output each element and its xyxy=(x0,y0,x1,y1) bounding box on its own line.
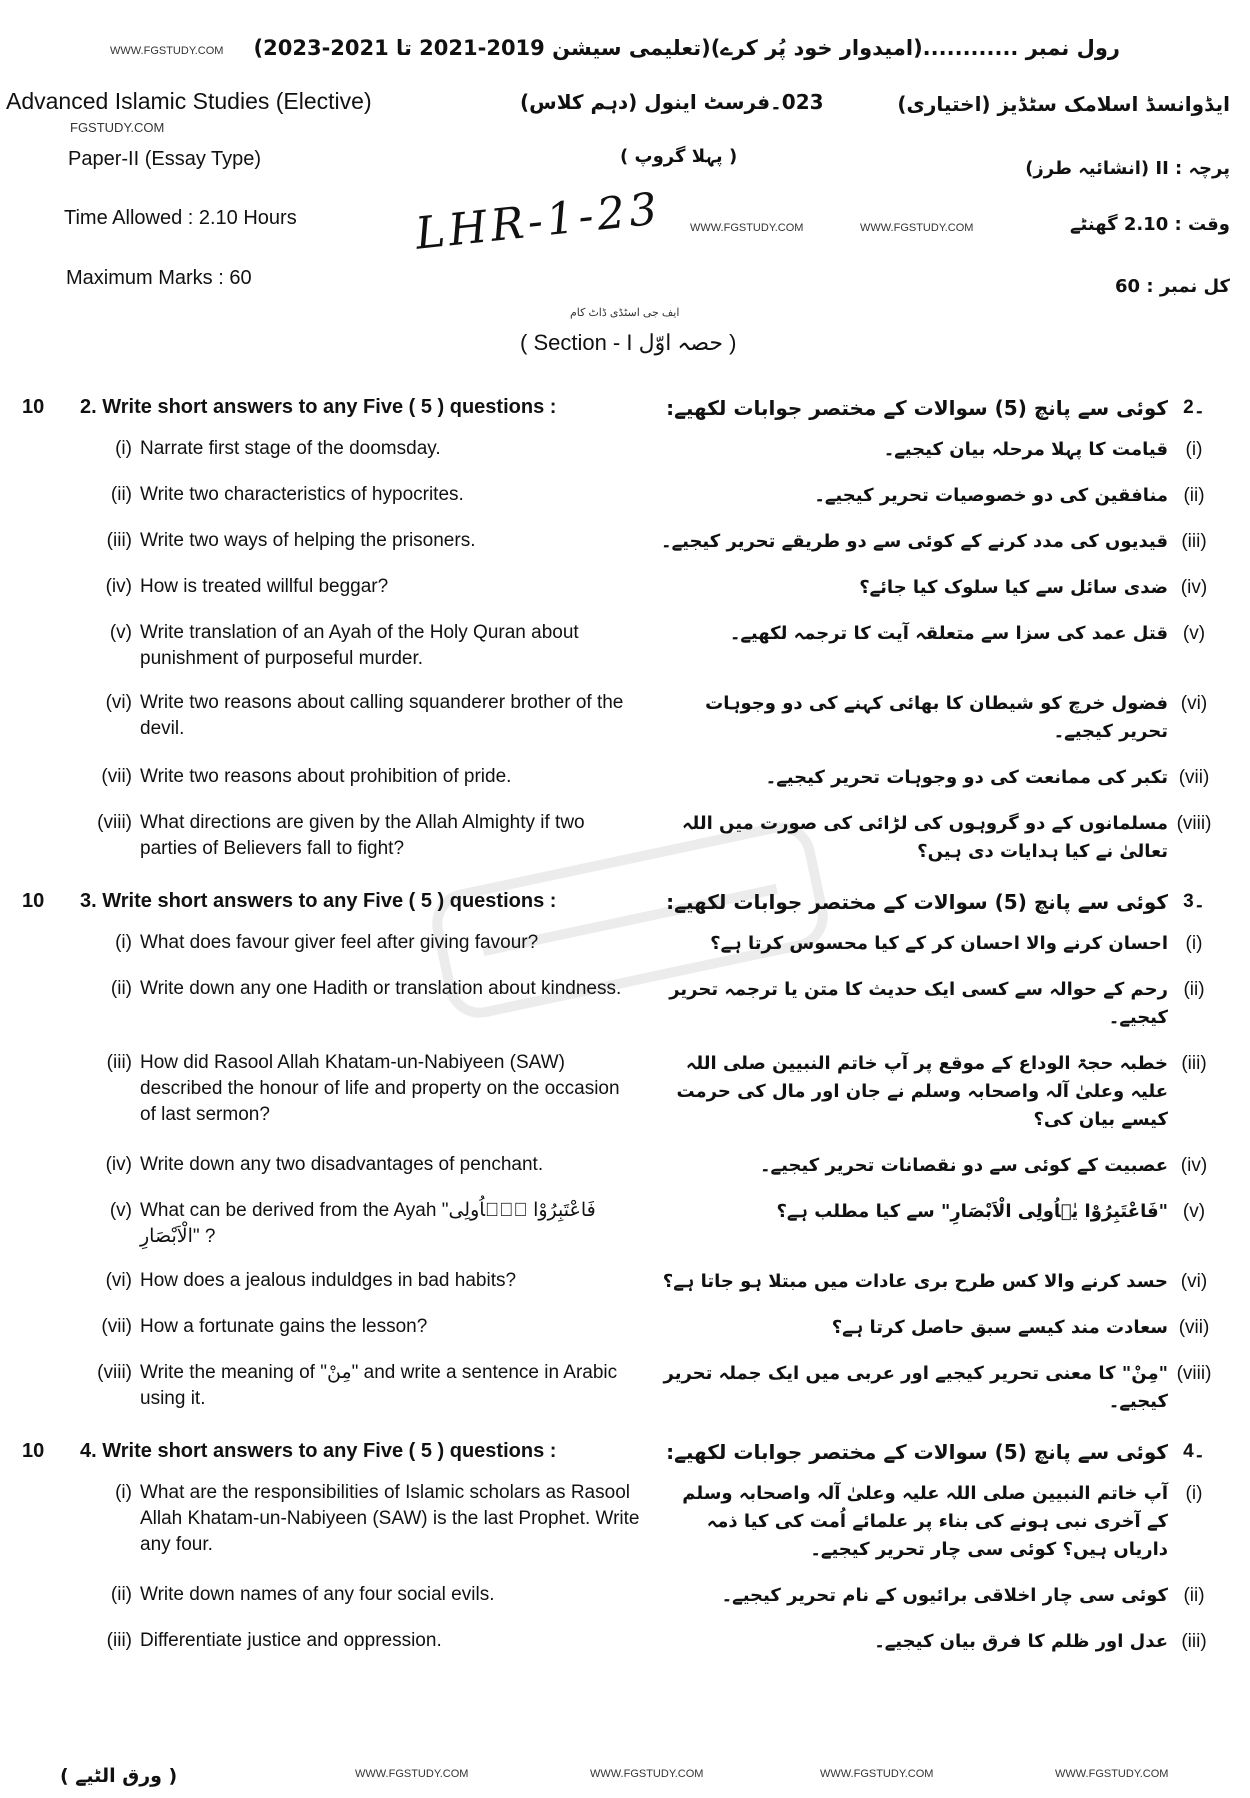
part-text-english-line: occasion of last sermon? xyxy=(140,1078,620,1125)
part-english xyxy=(80,810,640,866)
part-english xyxy=(80,1582,640,1610)
part-text-english xyxy=(140,1268,640,1296)
part-number: (i) xyxy=(115,438,132,459)
part-number: (iii) xyxy=(106,1630,132,1651)
question-heading-urdu xyxy=(660,394,1220,422)
part-urdu xyxy=(660,1360,1220,1416)
part-urdu xyxy=(660,976,1220,1032)
part-text-english-line: "فَاعْتَبِرُوْا یٰۤاُولِی الْاَبْصَارِ" ? xyxy=(140,1200,596,1247)
part-urdu xyxy=(660,482,1220,510)
marks-spacer xyxy=(0,1268,60,1296)
part-text-english-line: Write translation of an Ayah of the Holy Quran about xyxy=(140,622,579,643)
question-part xyxy=(0,574,1250,602)
marks-spacer xyxy=(0,1050,60,1134)
part-number: (iv) xyxy=(105,1154,132,1175)
part-text-english-line: What are the responsibilities of Islamic scholars as Rasool Allah Khatam-un-Nabiyeen (SAW) xyxy=(140,1482,630,1529)
marks-spacer xyxy=(0,1314,60,1342)
marks-spacer xyxy=(0,1480,60,1564)
part-text-english-line: about kindness. xyxy=(488,978,622,999)
part-text-english xyxy=(140,976,640,1032)
part-text-english-line: brother of the devil. xyxy=(140,692,624,739)
part-text-urdu: سعادت مند کیسے سبق حاصل کرتا ہے؟ xyxy=(831,1317,1168,1338)
marks-spacer xyxy=(0,436,60,464)
part-number: (vi) xyxy=(105,692,132,713)
question-number: 3. xyxy=(80,890,97,912)
part-text-urdu: قیدیوں کی مدد کرنے کے کوئی سے دو طریقے تحریر کیجیے۔ xyxy=(661,531,1168,552)
part-english xyxy=(80,930,640,958)
part-text-english xyxy=(140,1314,640,1342)
part-number-urdu: (iii) xyxy=(1181,1053,1207,1074)
handwritten-code: LHR-1-23 xyxy=(413,183,664,260)
part-text-urdu: قتل عمد کی سزا سے متعلقہ آیت کا ترجمہ لکھیے۔ xyxy=(729,623,1168,644)
part-number: (vii) xyxy=(101,1316,132,1337)
part-number: (vi) xyxy=(105,1270,132,1291)
question-part xyxy=(0,1480,1250,1564)
question-heading-english xyxy=(80,1438,640,1466)
subject-english: Advanced Islamic Studies (Elective) xyxy=(6,88,372,114)
question-part xyxy=(0,976,1250,1032)
part-urdu xyxy=(660,1480,1220,1564)
marks-spacer xyxy=(0,620,60,672)
paper-urdu: پرچہ : II (انشائیہ طرز) xyxy=(1025,158,1230,179)
part-number-urdu: (i) xyxy=(1185,439,1203,460)
part-text-english xyxy=(140,574,640,602)
part-english xyxy=(80,764,640,792)
question-heading xyxy=(0,888,1250,916)
part-text-english-line: Write two reasons about prohibition of pride. xyxy=(140,766,512,787)
part-number-urdu: (i) xyxy=(1185,933,1203,954)
part-text-urdu: تکبر کی ممانعت کی دو وجوہات تحریر کیجیے۔ xyxy=(765,767,1168,788)
part-english xyxy=(80,976,640,1032)
question-part xyxy=(0,436,1250,464)
part-text-english-line: Write down names of any four social evils. xyxy=(140,1584,495,1605)
question-part xyxy=(0,1582,1250,1610)
part-number-urdu: (ii) xyxy=(1183,979,1205,1000)
part-text-english-line: Rasool Allah Khatam-un-Nabiyeen (SAW) described the honour of life and property on the xyxy=(140,1052,565,1099)
part-text-urdu: حسد کرنے والا کس طرح بری عادات میں مبتلا ہو جاتا ہے؟ xyxy=(662,1271,1168,1292)
part-text-english-line: How a fortunate gains the lesson? xyxy=(140,1316,428,1337)
part-number-urdu: (ii) xyxy=(1183,485,1205,506)
question-part xyxy=(0,690,1250,746)
part-number-urdu: (v) xyxy=(1182,1201,1206,1222)
turn-over-note: ( ورق الٹیے ) xyxy=(60,1765,178,1787)
question-number: 2. xyxy=(80,396,97,418)
question-instruction: Write short answers to any Five ( 5 ) questions : xyxy=(102,1440,557,1462)
question-number-urdu: 2۔ xyxy=(1183,397,1205,418)
part-urdu xyxy=(660,930,1220,958)
question-heading-urdu xyxy=(660,1438,1220,1466)
part-english xyxy=(80,1480,640,1564)
part-number: (iii) xyxy=(106,530,132,551)
question-heading-english xyxy=(80,394,640,422)
question-part xyxy=(0,1152,1250,1180)
part-number: (vii) xyxy=(101,766,132,787)
part-number: (iv) xyxy=(105,576,132,597)
part-text-english-line: What does favour giver feel after giving favour? xyxy=(140,932,539,953)
part-number-urdu: (vii) xyxy=(1178,1317,1210,1338)
marks-spacer xyxy=(0,528,60,556)
question-heading xyxy=(0,1438,1250,1466)
part-urdu xyxy=(660,1050,1220,1134)
part-text-english-line: is the last Prophet. Write any four. xyxy=(140,1508,640,1555)
paper-english: Paper-II (Essay Type) xyxy=(68,148,262,170)
watermark: WWW.FGSTUDY.COM xyxy=(1055,1768,1169,1780)
part-text-urdu: رحم کے حوالہ سے کسی ایک حدیث کا متن یا ترجمہ تحریر کیجیے۔ xyxy=(669,979,1168,1028)
part-text-english-line: What can be derived from the Ayah xyxy=(140,1200,437,1221)
question-part xyxy=(0,482,1250,510)
question-part xyxy=(0,810,1250,866)
question-part xyxy=(0,620,1250,672)
part-text-english-line: How did xyxy=(140,1052,209,1073)
part-text-english xyxy=(140,1480,640,1564)
part-text-english xyxy=(140,810,640,866)
part-text-english xyxy=(140,1582,640,1610)
question-marks: 10 xyxy=(22,1440,45,1462)
part-english xyxy=(80,1050,640,1134)
watermark: WWW.FGSTUDY.COM xyxy=(860,222,974,234)
part-number-urdu: (iv) xyxy=(1180,1155,1208,1176)
part-text-english xyxy=(140,1050,640,1134)
part-urdu xyxy=(660,764,1220,792)
question-heading-english xyxy=(80,888,640,916)
part-number-urdu: (i) xyxy=(1185,1483,1203,1504)
session-line: رول نمبر ............(امیدوار خود پُر کرے)(تعلیمی سیشن 2019-2021 تا 2021-2023) xyxy=(253,36,1120,60)
part-english xyxy=(80,1152,640,1180)
part-text-english-line: Write the meaning of "مِنْ" and write a xyxy=(140,1362,457,1383)
question-part xyxy=(0,528,1250,556)
marks-spacer xyxy=(0,690,60,746)
part-urdu xyxy=(660,1268,1220,1296)
marks-spacer xyxy=(0,1360,60,1416)
part-text-english xyxy=(140,1198,640,1250)
question-instruction: Write short answers to any Five ( 5 ) questions : xyxy=(102,396,557,418)
marks-spacer xyxy=(0,1582,60,1610)
part-text-urdu: خطبہ حجۃ الوداع کے موقع پر آپ خاتم النبیین صلی اللہ علیہ وعلیٰ آلہ واصحابہ وسلم نے جان اور مال کی حرمت کیسے بیان کی؟ xyxy=(676,1053,1168,1130)
part-text-urdu: فضول خرچ کو شیطان کا بھائی کہنے کی دو وجوہات تحریر کیجیے۔ xyxy=(705,693,1168,742)
part-urdu xyxy=(660,1314,1220,1342)
part-urdu xyxy=(660,690,1220,746)
part-text-english xyxy=(140,1152,640,1180)
marks-spacer xyxy=(0,976,60,1032)
watermark: WWW.FGSTUDY.COM xyxy=(355,1768,469,1780)
question-part xyxy=(0,764,1250,792)
part-text-english-line: Write two ways of helping the prisoners. xyxy=(140,530,476,551)
exam-title-urdu: 023۔فرسٹ اینول (دہم کلاس) xyxy=(520,90,824,114)
part-number: (v) xyxy=(109,1200,132,1221)
question-instruction: Write short answers to any Five ( 5 ) questions : xyxy=(102,890,557,912)
question-part xyxy=(0,1314,1250,1342)
part-text-urdu: ضدی سائل سے کیا سلوک کیا جائے؟ xyxy=(859,577,1168,598)
question-marks: 10 xyxy=(22,396,45,418)
watermark: WWW.FGSTUDY.COM xyxy=(820,1768,934,1780)
part-number: (iii) xyxy=(106,1052,132,1073)
time-allowed-urdu: وقت : 2.10 گھنٹے xyxy=(1069,214,1230,235)
watermark: FGSTUDY.COM xyxy=(70,120,165,135)
part-text-english-line: How does a jealous induldges in bad habits? xyxy=(140,1270,517,1291)
part-text-english xyxy=(140,930,640,958)
watermark: WWW.FGSTUDY.COM xyxy=(110,45,224,57)
part-number-urdu: (viii) xyxy=(1176,1363,1212,1384)
part-text-urdu: منافقین کی دو خصوصیات تحریر کیجیے۔ xyxy=(814,485,1168,506)
part-number-urdu: (vi) xyxy=(1180,693,1208,714)
part-urdu xyxy=(660,1582,1220,1610)
marks-spacer xyxy=(0,482,60,510)
part-text-urdu: عدل اور ظلم کا فرق بیان کیجیے۔ xyxy=(874,1631,1168,1652)
part-text-urdu: کوئی سی چار اخلاقی برائیوں کے نام تحریر کیجیے۔ xyxy=(721,1585,1168,1606)
question-instruction-urdu: کوئی سے پانچ (5) سوالات کے مختصر جوابات لکھیے: xyxy=(666,396,1168,420)
part-text-english xyxy=(140,620,640,672)
part-english xyxy=(80,1314,640,1342)
question-number: 4. xyxy=(80,1440,97,1462)
question-instruction-urdu: کوئی سے پانچ (5) سوالات کے مختصر جوابات لکھیے: xyxy=(666,1440,1168,1464)
part-text-english-line: punishment of purposeful murder. xyxy=(140,648,424,669)
part-english xyxy=(80,1360,640,1416)
question-part xyxy=(0,1198,1250,1250)
part-number-urdu: (iii) xyxy=(1181,531,1207,552)
watermark: ایف جی اسٹڈی ڈاٹ کام xyxy=(570,307,680,319)
part-text-english xyxy=(140,690,640,746)
part-text-urdu: "مِنْ" کا معنی تحریر کیجیے اور عربی میں ایک جملہ تحریر کیجیے۔ xyxy=(663,1363,1168,1412)
part-english xyxy=(80,482,640,510)
part-urdu xyxy=(660,810,1220,866)
part-text-urdu: آپ خاتم النبیین صلی اللہ علیہ وعلیٰ آلہ واصحابہ وسلم کے آخری نبی ہونے کی بناء پر علمائے اُمت کی کیا ذمہ داریاں ہیں؟ کوئی سی چار تحریر کیجیے۔ xyxy=(682,1483,1168,1560)
group-urdu: ( پہلا گروپ ) xyxy=(620,146,738,167)
part-english xyxy=(80,1628,640,1656)
question-part xyxy=(0,1360,1250,1416)
question-marks: 10 xyxy=(22,890,45,912)
question-instruction-urdu: کوئی سے پانچ (5) سوالات کے مختصر جوابات لکھیے: xyxy=(666,890,1168,914)
part-english xyxy=(80,1198,640,1250)
part-urdu xyxy=(660,1152,1220,1180)
marks-spacer xyxy=(0,1152,60,1180)
part-number-urdu: (ii) xyxy=(1183,1585,1205,1606)
part-urdu xyxy=(660,574,1220,602)
part-text-english-line: Allah Almighty if two parties of Believers fall to fight? xyxy=(140,812,585,859)
question-part xyxy=(0,1268,1250,1296)
part-text-english xyxy=(140,482,640,510)
part-number: (ii) xyxy=(110,978,132,999)
part-text-english-line: Write down any two disadvantages of penchant. xyxy=(140,1154,544,1175)
marks-spacer xyxy=(0,930,60,958)
question-heading xyxy=(0,394,1250,422)
watermark: WWW.FGSTUDY.COM xyxy=(690,222,804,234)
part-text-urdu: مسلمانوں کے دو گروہوں کی لڑائی کی صورت میں اللہ تعالیٰ نے کیا ہدایات دی ہیں؟ xyxy=(681,813,1168,862)
part-text-urdu: "فَاعْتَبِرُوْا یٰۤاُولِی الْاَبْصَارِ" سے کیا مطلب ہے؟ xyxy=(776,1201,1168,1222)
marks-spacer xyxy=(0,810,60,866)
time-allowed-english: Time Allowed : 2.10 Hours xyxy=(64,207,297,229)
part-english xyxy=(80,436,640,464)
part-number-urdu: (vii) xyxy=(1178,767,1210,788)
part-number: (v) xyxy=(109,622,132,643)
part-number-urdu: (viii) xyxy=(1176,813,1212,834)
part-urdu xyxy=(660,1198,1220,1250)
part-text-english-line: Write two reasons about calling squanderer xyxy=(140,692,506,713)
subject-urdu: ایڈوانسڈ اسلامک سٹڈیز (اختیاری) xyxy=(897,92,1230,116)
part-number-urdu: (iv) xyxy=(1180,577,1208,598)
watermark: WWW.FGSTUDY.COM xyxy=(590,1768,704,1780)
part-number-urdu: (iii) xyxy=(1181,1631,1207,1652)
part-text-english-line: Write down any one Hadith or translation xyxy=(140,978,483,999)
part-text-urdu: عصبیت کے کوئی سے دو نقصانات تحریر کیجیے۔ xyxy=(760,1155,1168,1176)
part-urdu xyxy=(660,436,1220,464)
maximum-marks-urdu: کل نمبر : 60 xyxy=(1115,276,1230,297)
part-text-urdu: احسان کرنے والا احسان کر کے کیا محسوس کرتا ہے؟ xyxy=(710,933,1168,954)
part-number: (viii) xyxy=(97,812,132,833)
part-text-english xyxy=(140,1628,640,1656)
part-urdu xyxy=(660,1628,1220,1656)
part-text-english xyxy=(140,528,640,556)
part-text-english-line: How is treated willful beggar? xyxy=(140,576,389,597)
part-number: (ii) xyxy=(110,1584,132,1605)
question-part xyxy=(0,930,1250,958)
part-urdu xyxy=(660,620,1220,672)
part-number: (i) xyxy=(115,932,132,953)
part-text-english-line: Differentiate justice and oppression. xyxy=(140,1630,442,1651)
marks-spacer xyxy=(0,1628,60,1656)
part-number: (viii) xyxy=(97,1362,132,1383)
part-text-english-line: Write two characteristics of hypocrites. xyxy=(140,484,464,505)
part-text-english xyxy=(140,764,640,792)
part-number: (i) xyxy=(115,1482,132,1503)
part-english xyxy=(80,574,640,602)
part-text-english-line: Narrate first stage of the doomsday. xyxy=(140,438,441,459)
part-number-urdu: (vi) xyxy=(1180,1271,1208,1292)
part-number: (ii) xyxy=(110,484,132,505)
part-english xyxy=(80,528,640,556)
part-english xyxy=(80,1268,640,1296)
question-number-urdu: 4۔ xyxy=(1183,1441,1205,1462)
part-english xyxy=(80,620,640,672)
section-heading: ( Section - I حصہ اوّل ) xyxy=(520,330,737,355)
question-heading-urdu xyxy=(660,888,1220,916)
part-urdu xyxy=(660,528,1220,556)
part-english xyxy=(80,690,640,746)
part-text-english xyxy=(140,436,640,464)
questions-container xyxy=(0,372,1250,1674)
part-number-urdu: (v) xyxy=(1182,623,1206,644)
question-part xyxy=(0,1628,1250,1656)
marks-spacer xyxy=(0,764,60,792)
marks-spacer xyxy=(0,574,60,602)
marks-spacer xyxy=(0,1198,60,1250)
part-text-english xyxy=(140,1360,640,1416)
question-part xyxy=(0,1050,1250,1134)
question-number-urdu: 3۔ xyxy=(1183,891,1205,912)
part-text-urdu: قیامت کا پہلا مرحلہ بیان کیجیے۔ xyxy=(883,439,1168,460)
part-text-english-line: What directions are given by the xyxy=(140,812,412,833)
maximum-marks-english: Maximum Marks : 60 xyxy=(66,267,252,289)
part-text-english-line: sentence in Arabic using it. xyxy=(140,1362,618,1409)
